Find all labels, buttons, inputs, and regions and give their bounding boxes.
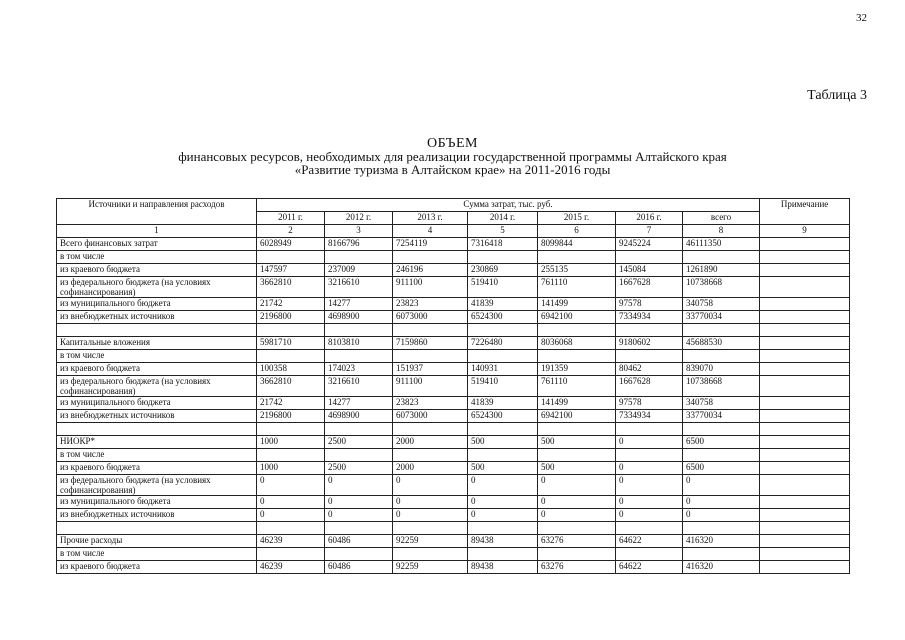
value-cell: 92259 <box>393 535 468 548</box>
table-row <box>57 449 850 462</box>
value-cell: 14277 <box>325 397 393 410</box>
header-sum: Сумма затрат, тыс. руб. <box>257 199 760 212</box>
value-cell <box>325 449 393 462</box>
empty-cell <box>57 423 257 436</box>
column-numbers-row <box>57 225 850 238</box>
empty-cell <box>616 324 683 337</box>
value-cell: 97578 <box>616 397 683 410</box>
value-cell: 761110 <box>538 277 616 298</box>
value-cell <box>325 251 393 264</box>
note-cell <box>760 410 850 423</box>
total-cell: 10738668 <box>683 376 760 397</box>
row-label: из внебюджетных источников <box>57 509 257 522</box>
value-cell: 500 <box>538 462 616 475</box>
value-cell <box>616 548 683 561</box>
heading-title: ОБЪЕМ <box>426 136 478 151</box>
value-cell <box>616 350 683 363</box>
column-number: 4 <box>393 225 468 238</box>
value-cell: 0 <box>325 496 393 509</box>
table-body <box>57 238 850 574</box>
financing-table <box>56 198 850 574</box>
empty-cell <box>57 324 257 337</box>
row-label: в том числе <box>57 449 257 462</box>
table-row <box>57 509 850 522</box>
note-cell <box>760 238 850 251</box>
table-row <box>57 462 850 475</box>
value-cell: 147597 <box>257 264 325 277</box>
value-cell: 8103810 <box>325 337 393 350</box>
value-cell: 23823 <box>393 397 468 410</box>
document-heading <box>0 137 905 176</box>
value-cell: 500 <box>538 436 616 449</box>
value-cell: 0 <box>616 475 683 496</box>
value-cell: 0 <box>325 475 393 496</box>
header-source: Источники и направления расходов <box>57 199 257 225</box>
row-label: из краевого бюджета <box>57 264 257 277</box>
value-cell: 0 <box>393 509 468 522</box>
row-label: из краевого бюджета <box>57 462 257 475</box>
empty-cell <box>760 324 850 337</box>
value-cell: 1000 <box>257 436 325 449</box>
value-cell: 8166796 <box>325 238 393 251</box>
table-row <box>57 376 850 397</box>
value-cell: 8036068 <box>538 337 616 350</box>
empty-cell <box>760 522 850 535</box>
empty-cell <box>683 522 760 535</box>
row-label: Капитальные вложения <box>57 337 257 350</box>
empty-cell <box>325 522 393 535</box>
value-cell <box>257 251 325 264</box>
header-year: 2011 г. <box>257 212 325 225</box>
empty-cell <box>538 423 616 436</box>
column-number: 5 <box>468 225 538 238</box>
value-cell: 0 <box>393 496 468 509</box>
total-cell: 6500 <box>683 462 760 475</box>
total-cell: 0 <box>683 475 760 496</box>
value-cell: 911100 <box>393 277 468 298</box>
row-label: из федерального бюджета (на условиях софинансирования) <box>57 277 257 298</box>
value-cell: 191359 <box>538 363 616 376</box>
empty-cell <box>325 324 393 337</box>
note-cell <box>760 298 850 311</box>
column-number: 8 <box>683 225 760 238</box>
total-cell: 340758 <box>683 397 760 410</box>
total-cell: 33770034 <box>683 311 760 324</box>
value-cell <box>468 251 538 264</box>
row-label: из краевого бюджета <box>57 363 257 376</box>
note-cell <box>760 561 850 574</box>
empty-cell <box>468 522 538 535</box>
value-cell <box>325 350 393 363</box>
value-cell: 4698900 <box>325 311 393 324</box>
note-cell <box>760 311 850 324</box>
total-cell: 45688530 <box>683 337 760 350</box>
value-cell: 64622 <box>616 535 683 548</box>
note-cell <box>760 535 850 548</box>
value-cell: 0 <box>257 509 325 522</box>
total-cell: 839070 <box>683 363 760 376</box>
value-cell <box>257 449 325 462</box>
note-cell <box>760 350 850 363</box>
column-number: 3 <box>325 225 393 238</box>
total-cell <box>683 350 760 363</box>
column-number: 6 <box>538 225 616 238</box>
value-cell: 0 <box>538 496 616 509</box>
table-row <box>57 548 850 561</box>
value-cell: 6524300 <box>468 410 538 423</box>
value-cell: 7159860 <box>393 337 468 350</box>
value-cell <box>393 350 468 363</box>
table-row <box>57 238 850 251</box>
value-cell: 3662810 <box>257 277 325 298</box>
value-cell: 100358 <box>257 363 325 376</box>
value-cell: 0 <box>325 509 393 522</box>
table-row <box>57 277 850 298</box>
value-cell: 761110 <box>538 376 616 397</box>
value-cell: 5981710 <box>257 337 325 350</box>
note-cell <box>760 251 850 264</box>
value-cell: 0 <box>616 509 683 522</box>
page-number: 32 <box>856 12 867 24</box>
value-cell: 60486 <box>325 535 393 548</box>
value-cell: 46239 <box>257 535 325 548</box>
empty-cell <box>393 324 468 337</box>
spacer-row <box>57 423 850 436</box>
value-cell: 141499 <box>538 397 616 410</box>
table-row <box>57 397 850 410</box>
note-cell <box>760 496 850 509</box>
value-cell: 0 <box>468 509 538 522</box>
value-cell: 3216610 <box>325 277 393 298</box>
empty-cell <box>760 423 850 436</box>
note-cell <box>760 436 850 449</box>
note-cell <box>760 548 850 561</box>
table-row <box>57 363 850 376</box>
value-cell: 7226480 <box>468 337 538 350</box>
header-note: Примечание <box>760 199 850 225</box>
table-row <box>57 251 850 264</box>
value-cell: 1667628 <box>616 277 683 298</box>
column-number: 2 <box>257 225 325 238</box>
total-cell: 33770034 <box>683 410 760 423</box>
value-cell: 63276 <box>538 535 616 548</box>
value-cell: 14277 <box>325 298 393 311</box>
value-cell <box>538 350 616 363</box>
value-cell: 63276 <box>538 561 616 574</box>
value-cell <box>616 251 683 264</box>
empty-cell <box>616 522 683 535</box>
table-row <box>57 311 850 324</box>
value-cell: 1667628 <box>616 376 683 397</box>
value-cell: 911100 <box>393 376 468 397</box>
value-cell: 0 <box>538 509 616 522</box>
value-cell: 21742 <box>257 397 325 410</box>
empty-cell <box>57 522 257 535</box>
table-row <box>57 350 850 363</box>
value-cell: 8099844 <box>538 238 616 251</box>
note-cell <box>760 264 850 277</box>
value-cell <box>538 251 616 264</box>
value-cell: 255135 <box>538 264 616 277</box>
row-label: из внебюджетных источников <box>57 311 257 324</box>
note-cell <box>760 277 850 298</box>
column-number: 7 <box>616 225 683 238</box>
total-cell <box>683 548 760 561</box>
header-year: 2012 г. <box>325 212 393 225</box>
empty-cell <box>257 423 325 436</box>
row-label: из федерального бюджета (на условиях софинансирования) <box>57 475 257 496</box>
value-cell <box>393 548 468 561</box>
value-cell <box>468 449 538 462</box>
value-cell: 60486 <box>325 561 393 574</box>
value-cell: 92259 <box>393 561 468 574</box>
total-cell: 46111350 <box>683 238 760 251</box>
value-cell: 0 <box>616 436 683 449</box>
value-cell: 2196800 <box>257 410 325 423</box>
value-cell: 2196800 <box>257 311 325 324</box>
value-cell: 1000 <box>257 462 325 475</box>
value-cell: 41839 <box>468 298 538 311</box>
total-cell <box>683 251 760 264</box>
value-cell: 9245224 <box>616 238 683 251</box>
header-year: 2014 г. <box>468 212 538 225</box>
column-number: 1 <box>57 225 257 238</box>
total-cell: 340758 <box>683 298 760 311</box>
row-label: из муниципального бюджета <box>57 397 257 410</box>
value-cell: 3662810 <box>257 376 325 397</box>
value-cell: 23823 <box>393 298 468 311</box>
value-cell <box>468 548 538 561</box>
header-year: 2013 г. <box>393 212 468 225</box>
note-cell <box>760 376 850 397</box>
empty-cell <box>683 423 760 436</box>
empty-cell <box>257 522 325 535</box>
header-row-1 <box>57 199 850 212</box>
empty-cell <box>538 324 616 337</box>
empty-cell <box>616 423 683 436</box>
total-cell: 0 <box>683 496 760 509</box>
value-cell: 230869 <box>468 264 538 277</box>
row-label: Прочие расходы <box>57 535 257 548</box>
table-row <box>57 337 850 350</box>
value-cell: 3216610 <box>325 376 393 397</box>
row-label: НИОКР* <box>57 436 257 449</box>
empty-cell <box>257 324 325 337</box>
note-cell <box>760 462 850 475</box>
note-cell <box>760 337 850 350</box>
empty-cell <box>468 423 538 436</box>
value-cell: 500 <box>468 436 538 449</box>
row-label: из муниципального бюджета <box>57 496 257 509</box>
value-cell: 80462 <box>616 363 683 376</box>
spacer-row <box>57 522 850 535</box>
row-label: из федерального бюджета (на условиях софинансирования) <box>57 376 257 397</box>
value-cell: 246196 <box>393 264 468 277</box>
row-label: в том числе <box>57 251 257 264</box>
row-label: в том числе <box>57 350 257 363</box>
value-cell: 500 <box>468 462 538 475</box>
value-cell: 6028949 <box>257 238 325 251</box>
value-cell: 0 <box>393 475 468 496</box>
value-cell: 0 <box>257 475 325 496</box>
row-label: из муниципального бюджета <box>57 298 257 311</box>
value-cell: 21742 <box>257 298 325 311</box>
total-cell: 416320 <box>683 561 760 574</box>
table-row <box>57 475 850 496</box>
table-row <box>57 298 850 311</box>
header-total: всего <box>683 212 760 225</box>
value-cell: 0 <box>257 496 325 509</box>
value-cell: 7316418 <box>468 238 538 251</box>
value-cell <box>538 548 616 561</box>
table-row <box>57 410 850 423</box>
note-cell <box>760 475 850 496</box>
value-cell: 0 <box>468 496 538 509</box>
value-cell <box>393 449 468 462</box>
value-cell: 4698900 <box>325 410 393 423</box>
value-cell: 2000 <box>393 436 468 449</box>
value-cell: 0 <box>538 475 616 496</box>
header-year: 2015 г. <box>538 212 616 225</box>
heading-program-name: «Развитие туризма в Алтайском крае» на 2011-2016 годы <box>294 162 611 177</box>
value-cell: 7254119 <box>393 238 468 251</box>
value-cell: 519410 <box>468 376 538 397</box>
header-year: 2016 г. <box>616 212 683 225</box>
value-cell: 6524300 <box>468 311 538 324</box>
value-cell: 2500 <box>325 436 393 449</box>
value-cell <box>538 449 616 462</box>
value-cell: 145084 <box>616 264 683 277</box>
value-cell: 2000 <box>393 462 468 475</box>
value-cell: 519410 <box>468 277 538 298</box>
value-cell <box>325 548 393 561</box>
note-cell <box>760 509 850 522</box>
value-cell: 7334934 <box>616 410 683 423</box>
value-cell <box>468 350 538 363</box>
value-cell: 0 <box>468 475 538 496</box>
row-label: из внебюджетных источников <box>57 410 257 423</box>
note-cell <box>760 397 850 410</box>
row-label: из краевого бюджета <box>57 561 257 574</box>
value-cell: 6942100 <box>538 410 616 423</box>
value-cell <box>257 548 325 561</box>
value-cell: 0 <box>616 496 683 509</box>
value-cell <box>257 350 325 363</box>
table-row <box>57 535 850 548</box>
table-label: Таблица 3 <box>807 88 867 103</box>
total-cell: 10738668 <box>683 277 760 298</box>
value-cell: 140931 <box>468 363 538 376</box>
total-cell: 0 <box>683 509 760 522</box>
value-cell: 89438 <box>468 535 538 548</box>
value-cell: 9180602 <box>616 337 683 350</box>
value-cell: 151937 <box>393 363 468 376</box>
value-cell: 0 <box>616 462 683 475</box>
table-row <box>57 264 850 277</box>
table-row <box>57 496 850 509</box>
table-row <box>57 436 850 449</box>
table-row <box>57 561 850 574</box>
value-cell: 64622 <box>616 561 683 574</box>
value-cell: 89438 <box>468 561 538 574</box>
value-cell: 6073000 <box>393 311 468 324</box>
value-cell <box>393 251 468 264</box>
value-cell: 46239 <box>257 561 325 574</box>
empty-cell <box>393 522 468 535</box>
value-cell: 97578 <box>616 298 683 311</box>
note-cell <box>760 363 850 376</box>
row-label: Всего финансовых затрат <box>57 238 257 251</box>
value-cell: 6073000 <box>393 410 468 423</box>
heading-subtitle: финансовых ресурсов, необходимых для реализации государственной программы Алтайского края <box>178 149 727 164</box>
value-cell: 2500 <box>325 462 393 475</box>
column-number: 9 <box>760 225 850 238</box>
empty-cell <box>468 324 538 337</box>
spacer-row <box>57 324 850 337</box>
value-cell: 7334934 <box>616 311 683 324</box>
empty-cell <box>325 423 393 436</box>
total-cell: 416320 <box>683 535 760 548</box>
empty-cell <box>393 423 468 436</box>
total-cell: 1261890 <box>683 264 760 277</box>
note-cell <box>760 449 850 462</box>
empty-cell <box>538 522 616 535</box>
total-cell <box>683 449 760 462</box>
value-cell <box>616 449 683 462</box>
row-label: в том числе <box>57 548 257 561</box>
total-cell: 6500 <box>683 436 760 449</box>
value-cell: 6942100 <box>538 311 616 324</box>
value-cell: 237009 <box>325 264 393 277</box>
value-cell: 174023 <box>325 363 393 376</box>
empty-cell <box>683 324 760 337</box>
value-cell: 141499 <box>538 298 616 311</box>
value-cell: 41839 <box>468 397 538 410</box>
